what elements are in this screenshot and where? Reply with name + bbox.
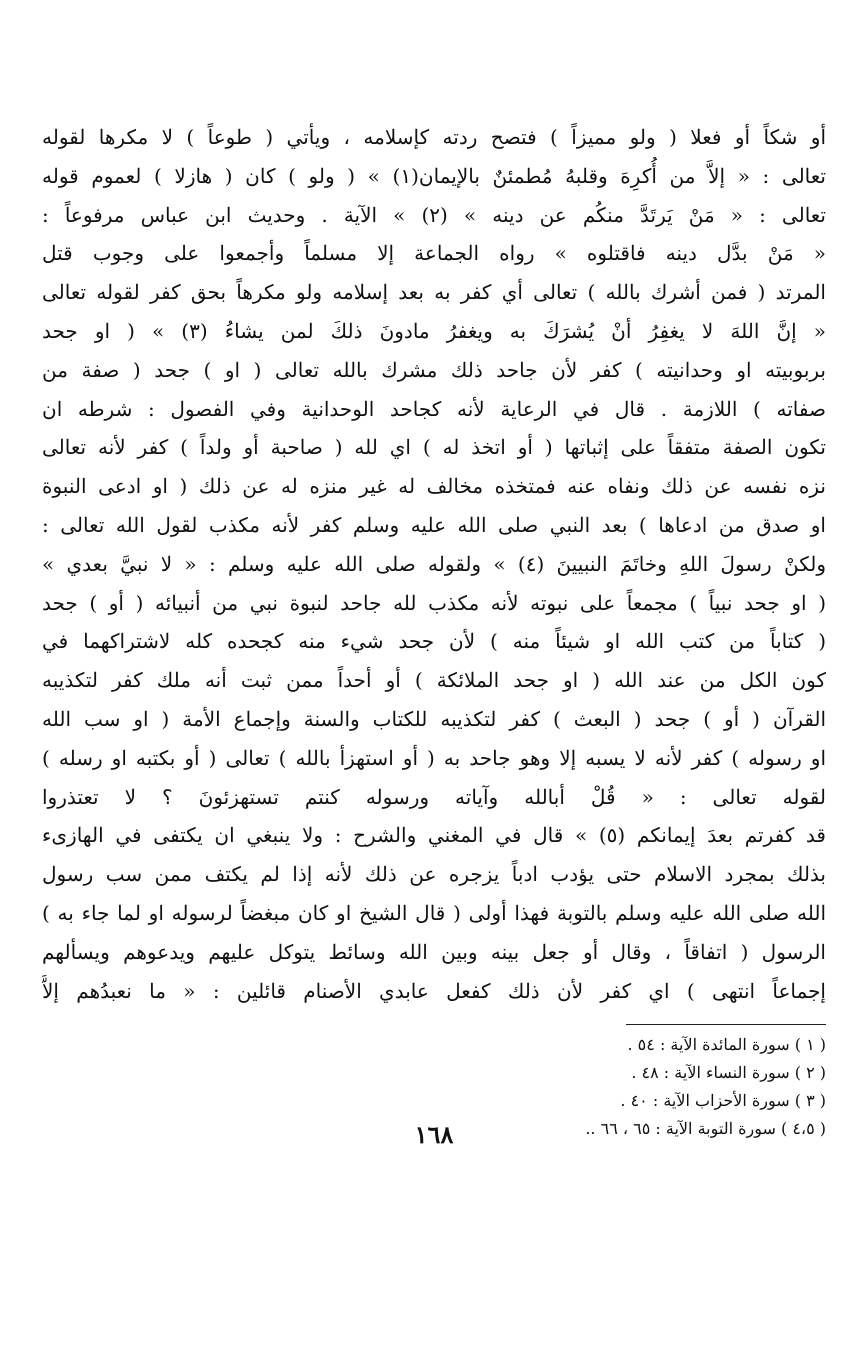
text-line: أو شكاً أو فعلا ( ولو مميزاً ) فتصح ردته كإسلامه ، ويأتي ( طوعاً ) لا مكرها لقوله (42, 125, 826, 149)
text-line: تعالى : « مَنْ يَرتَدَّ منكُم عن دينه » (٢) » الآية . وحديث ابن عباس مرفوعاً : (42, 202, 826, 227)
text-line: او صدق من ادعاها ) بعد النبي صلى الله عليه وسلم كفر لأنه مكذب لقول الله تعالى : (42, 512, 826, 537)
footnote: ( ٢ ) سورة النساء الآية : ٤٨ . (631, 1063, 826, 1083)
text-line: تعالى : « إلاَّ من أُكرِهَ وقلبهُ مُطمئنٌ بالإيمان(١) » ( ولو ) كان ( هازلا ) لعموم قوله (42, 163, 826, 188)
text-line: بربوبيته او وحدانيته ) كفر لأن جاحد ذلك مشرك بالله تعالى ( او ) جحد ( صفة من (42, 357, 826, 382)
footnote: ( ١ ) سورة المائدة الآية : ٥٤ . (627, 1035, 826, 1055)
text-line: او رسوله ) كفر لأنه لا يسبه إلا وهو جاحد به ( أو استهزأ بالله ) تعالى ( أو بكتبه او رسله ) (42, 745, 826, 770)
text-line: ( كتاباً من كتب الله او شيئاً منه ) لأن جحد شيء منه كجحده كله لاشتراكهما في (42, 629, 826, 654)
text-line: القرآن ( أو ) جحد ( البعث ) كفر لتكذيبه للكتاب والسنة وإجماع الأمة ( او سب الله (42, 706, 826, 731)
text-line: لقوله تعالى : « قُلْ أبالله وآياته ورسوله كنتم تستهزئونَ ؟ لا تعتذروا (42, 784, 826, 809)
text-line: الرسول ( اتفاقاً ، وقال أو جعل بينه وبين الله وسائط يتوكل عليهم ويدعوهم ويسألهم (42, 939, 826, 964)
footnote: ( ٤،٥ ) سورة التوبة الآية : ٦٥ ، ٦٦ .. (585, 1119, 826, 1139)
text-line: المرتد ( فمن أشرك بالله ) تعالى أي كفر به بعد إسلامه ولو مكرهاً بحق كفر لقوله تعالى (42, 280, 826, 305)
text-line: الله صلى الله عليه وسلم بالتوبة فهذا أولى ( قال الشيخ او كان مبغضاً لرسوله او لما جاء به ) (42, 900, 826, 925)
text-line: قد كفرتم بعدَ إيمانكم (٥) » قال في المغني والشرح : ولا ينبغي ان يكتفى في الهازىء (42, 823, 826, 848)
text-line: بذلك بمجرد الاسلام حتى يؤدب ادباً يزجره عن ذلك لأنه إذا لم يكتف ممن سب رسول (42, 862, 826, 887)
page-number: ١٦٨ (414, 1120, 454, 1149)
text-line: ( او جحد نبياً ) مجمعاً على نبوته لأنه مكذب لله جاحد لنبوة نبي من أنبيائه ( أو ) جحد (42, 590, 826, 615)
text-line: « مَنْ بدَّل دينه فاقتلوه » رواه الجماعة إلا مسلماً وأجمعوا على وجوب قتل (42, 241, 826, 266)
book-page (42, 118, 826, 1338)
body-text (42, 118, 826, 1010)
text-line: ولكنْ رسولَ اللهِ وخاتَمَ النبيينَ (٤) » ولقوله صلى الله عليه وسلم : « لا نبيَّ بعدي » (42, 551, 826, 576)
footnote-divider (626, 1024, 826, 1025)
text-line: تكون الصفة متفقاً على إثباتها ( أو اتخذ له ) اي لله ( صاحبة أو ولداً ) كفر لأنه تعالى (42, 435, 826, 460)
text-line: صفاته ) اللازمة . قال في الرعاية لأنه كجاحد الوحدانية وفي الفصول : شرطه ان (42, 396, 826, 421)
footnote: ( ٣ ) سورة الأحزاب الآية : ٤٠ . (620, 1091, 826, 1111)
text-line: كون الكل من عند الله ( او جحد الملائكة ) أو أحداً ممن ثبت أنه ملك كفر لتكذيبه (42, 668, 826, 693)
text-line: نزه نفسه عن ذلك ونفاه عنه فمتخذه مخالف له غير منزه له عن ذلك ( او ادعى النبوة (42, 474, 826, 499)
text-line: « إنَّ اللهَ لا يغفِرُ أنْ يُشرَكَ به ويغفرُ مادونَ ذلكَ لمن يشاءُ (٣) » ( او جحد (42, 318, 826, 343)
text-line: إجماعاً انتهى ) اي كفر لأن ذلك كفعل عابدي الأصنام قائلين : « ما نعبدُهم إلاَّ (42, 978, 826, 1003)
